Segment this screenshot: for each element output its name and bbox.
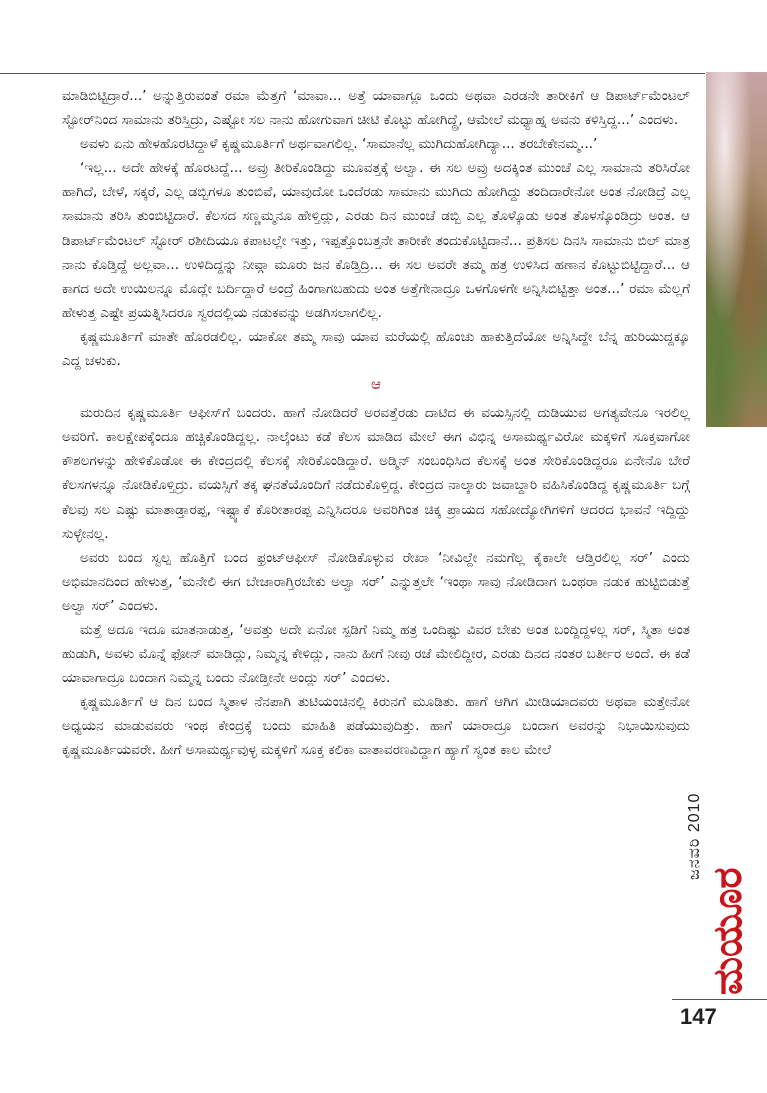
section-separator-ornament: ಆ: [371, 375, 381, 394]
page-number: 147: [680, 1004, 717, 1029]
issue-date: ಜನವರಿ 2010: [686, 792, 703, 880]
magazine-logo: ಮಯೂರ: [705, 867, 751, 995]
paragraph: ಅವರು ಬಂದ ಸ್ವಲ್ಪ ಹೊತ್ತಿಗೆ ಬಂದ ಫ್ರಂಟ್‌ಆಫೀಸ್ ನೋಡಿಕೊಳ್ಳುವ ರೇಖಾ ‘ನೀವಿಲ್ದೇ ನಮಗೆಲ್ಲ ಕೈಕಾಲೇ ಆಡ್ತಿರಲಿಲ್ಲ ಸರ್’ ಎಂದು ಅಭಿಮಾನದಿಂದ ಹೇಳುತ್ತ, ‘ಮನೇಲಿ ಈಗ ಬೇಜಾರಾಗ್ತಿರಬೇಕು ಅಲ್ವಾ ಸರ್’ ಎನ್ನುತ್ತಲೇ ‘ಇಂಥಾ ಸಾವು ನೋಡಿದಾಗ ಒಂಥರಾ ನಡುಕ ಹುಟ್ಟಿಬಿಡುತ್ತೆ ಅಲ್ವಾ ಸರ್’ ಎಂದಳು.: [62, 549, 690, 614]
photo-strip-image: [706, 72, 767, 427]
article-body: [62, 84, 690, 763]
top-rule: [0, 73, 705, 74]
paragraph: ಕೃಷ್ಣಮೂರ್ತಿಗೆ ಮಾತೇ ಹೊರಡಲಿಲ್ಲ. ಯಾಕೋ ತಮ್ಮ ಸಾವು ಯಾವ ಮರೆಯಲ್ಲಿ ಹೊಂಚು ಹಾಕುತ್ತಿದೆಯೋ ಅನ್ನಿಸಿದ್ದೇ ಬೆನ್ನ ಹುರಿಯುದ್ದಕ್ಕೂ ಎದ್ದ ಚಳುಕು.: [62, 328, 690, 370]
paragraph: ಮಾಡಿಬಿಟ್ಟಿದ್ರಾರೆ...’ ಅನ್ನುತ್ತಿರುವಂತೆ ರಮಾ ಮೆತ್ತಗೆ ‘ಮಾವಾ... ಅತ್ತೆ ಯಾವಾಗ್ಲೂ ಒಂದು ಅಥವಾ ಎರಡನೇ ತಾರೀಕಿಗೆ ಆ ಡಿಪಾರ್ಟ್‌ಮೆಂಟಲ್ ಸ್ಟೋರ್‌ನಿಂದ ಸಾಮಾನು ತರಿಸ್ತಿದ್ರು, ಎಷ್ಟೋ ಸಲ ನಾನು ಹೋಗುವಾಗ ಚೀಟಿ ಕೊಟ್ಟು ಹೋಗಿದ್ದ್ರೆ, ಆಮೇಲೆ ಮಧ್ಯಾಹ್ನ ಅವನು ಕಳಿಸ್ತಿದ್ದ...’ ಎಂದಳು.: [62, 88, 690, 129]
paragraph: ಕೃಷ್ಣಮೂರ್ತಿಗೆ ಆ ದಿನ ಬಂದ ಸ್ಮಿತಾಳ ನೆನಪಾಗಿ ತುಟಿಯಂಚಿನಲ್ಲಿ ಕಿರುನಗೆ ಮೂಡಿತು. ಹಾಗೆ ಆಗಿಗ ಮೀಡಿಯಾದವರು ಅಥವಾ ಮತ್ತೇನೋ ಅಧ್ಯಯನ ಮಾಡುವವರು ಇಂಥ ಕೇಂದ್ರಕ್ಕೆ ಬಂದು ಮಾಹಿತಿ ಪಡೆಯುವುದಿತ್ತು. ಹಾಗೆ ಯಾರಾದ್ರೂ ಬಂದಾಗ ಅವರನ್ನು ನಿಭಾಯಿಸುವುದು ಕೃಷ್ಣಮೂರ್ತಿಯವರೇ. ಹೀಗೆ ಅಸಾಮರ್ಥ್ಯವುಳ್ಳ ಮಕ್ಕಳಿಗೆ ಸೂಕ್ತ ಕಲಿಕಾ ವಾತಾವರಣವಿದ್ದಾಗ ಹ್ಯಾಗೆ ಸ್ವಂತ ಕಾಲ ಮೇಲೆ: [62, 694, 690, 759]
paragraph: ಅವಳು ಏನು ಹೇಳಹೊರಟಿದ್ದಾಳೆ ಕೃಷ್ಣಮೂರ್ತಿಗೆ ಅರ್ಥವಾಗಲಿಲ್ಲ. ‘ಸಾಮಾನೆಲ್ಲ ಮುಗಿದುಹೋಗಿದ್ಯಾ... ತರಬೇಕೇನಮ್ಮ...’: [80, 136, 598, 153]
paragraph: ಮರುದಿನ ಕೃಷ್ಣಮೂರ್ತಿ ಆಫೀಸ್‌ಗೆ ಬಂದರು. ಹಾಗೆ ನೋಡಿದರೆ ಅರವತ್ತೆರಡು ದಾಟಿದ ಈ ವಯಸ್ಸಿನಲ್ಲಿ ದುಡಿಯುವ ಅಗತ್ಯವೇನೂ ಇರಲಿಲ್ಲ ಅವರಿಗೆ. ಕಾಲಕ್ಷೇಪಕ್ಕೆಂದೂ ಹಚ್ಚಿಕೊಂಡಿದ್ದಲ್ಲ. ನಾಲ್ಕೆಂಟು ಕಡೆ ಕೆಲಸ ಮಾಡಿದ ಮೇಲೆ ಈಗ ವಿಭಿನ್ನ ಅಸಾಮರ್ಥ್ಯವಿರೋ ಮಕ್ಕಳಿಗೆ ಸೂಕ್ತವಾಗೋ ಕೌಶಲಗಳನ್ನು ಹೇಳಿಕೊಡೋ ಈ ಕೇಂದ್ರದಲ್ಲಿ ಕೆಲಸಕ್ಕೆ ಸೇರಿಕೊಂಡಿದ್ದಾರೆ. ಅಡ್ಮಿನ್ ಸಂಬಂಧಿಸಿದ ಕೆಲಸಕ್ಕೆ ಅಂತ ಸೇರಿಕೊಂಡಿದ್ದರೂ ಏನೇನೊ ಬೇರೆ ಕೆಲಸಗಳನ್ನೂ ನೋಡಿಕೊಳ್ತಿದ್ರು. ವಯಸ್ಸಿಗೆ ತಕ್ಕ ಘನತೆಯೊಂದಿಗೆ ನಡೆದುಕೊಳ್ತಿದ್ದ. ಕೇಂದ್ರದ ನಾಲ್ಕಾರು ಜವಾಬ್ದಾರಿ ವಹಿಸಿಕೊಂಡಿದ್ದ ಕೃಷ್ಣಮೂರ್ತಿ ಬಗ್ಗೆ ಕೆಲವು ಸಲ ಎಷ್ಟು ಮಾತಾಡ್ತಾರಪ್ಪ, ಇಷ್ಟ್ಯಾಕೆ ಕೊರೀತಾರಪ್ಪ ಎನ್ನಿಸಿದರೂ ಅವರಿಗಿಂತ ಚಿಕ್ಕ ಪ್ರಾಯದ ಸಹೋದ್ಯೋಗಿಗಳಿಗೆ ಆದರದ ಭಾವನೆ ಇದ್ದಿದ್ದು ಸುಳ್ಳೇನಲ್ಲ.: [62, 405, 690, 542]
paragraph: ಮತ್ತೆ ಅದೂ ಇದೂ ಮಾತನಾಡುತ್ತ, ‘ಅವತ್ತು ಅದೇ ಏನೋ ಸ್ಪಡಿಗೆ ನಿಮ್ಮ ಹತ್ರ ಒಂದಿಷ್ಟು ವಿವರ ಬೇಕು ಅಂತ ಬಂದ್ದಿದ್ದಳಲ್ಲ ಸರ್, ಸ್ಮಿತಾ ಅಂತ ಹುಡುಗಿ, ಅವಳು ಮೊನ್ನೆ ಫೋನ್ ಮಾಡಿದ್ಲು, ನಿಮ್ಮನ್ನ ಕೇಳಿದ್ಲು, ನಾನು ಹೀಗೆ ನೀವು ರಜೆ ಮೇಲಿದ್ದೀರ, ಎರಡು ದಿನದ ನಂತರ ಬರ್ತೀರ ಅಂದೆ. ಈ ಕಡೆ ಯಾವಾಗಾದ್ರೂ ಬಂದಾಗ ನಿಮ್ಮನ್ನ ಬಂದು ನೋಡ್ತೀನೇ ಅಂದ್ಲು ಸರ್’ ಎಂದಳು.: [62, 621, 690, 687]
bottom-rule: [672, 999, 767, 1000]
paragraph: ‘ಇಲ್ಲ... ಅದೇ ಹೇಳಕ್ಕೆ ಹೊರಟದ್ದೆ... ಅವ್ರು ತೀರಿಕೊಂಡಿದ್ದು ಮೂವತ್ತಕ್ಕೆ ಅಲ್ವಾ. ಈ ಸಲ ಅವ್ರು ಅದಕ್ಕಿಂತ ಮುಂಚೆ ಎಲ್ಲ ಸಾಮಾನು ತರಿಸಿರೋ ಹಾಗಿದೆ, ಬೇಳೆ, ಸಕ್ಕರೆ, ಎಲ್ಲ ಡಬ್ಬಿಗಳೂ ತುಂಬಿವೆ, ಯಾವುದೋ ಒಂದೆರಡು ಸಾಮಾನು ಮುಗಿದು ಹೋಗಿದ್ದು ತಂದಿದಾರೇನೋ ಅಂತ ನೋಡಿದ್ರೆ ಎಲ್ಲ ಸಾಮಾನು ತರಿಸಿ ತುಂಬಿಟ್ಟಿದಾರೆ. ಕೆಲಸದ ಸಣ್ಣಮ್ಮನೂ ಹೇಳ್ತಿದ್ಲು, ಎರಡು ದಿನ ಮುಂಚೆ ಡಬ್ಬಿ ಎಲ್ಲ ತೊಳ್ಕೊಡು ಅಂತ ತೊಳಸ್ಕೊಂಡಿದ್ರು ಅಂತ. ಆ ಡಿಪಾರ್ಟ್‌ಮೆಂಟಲ್ ಸ್ಟೋರ್ ರಶೀದಿಯೂ ಕಪಾಟಲ್ಲೇ ಇತ್ತು, ಇಪ್ಪತ್ತೊಂಬತ್ತನೇ ತಾರೀಕೇ ತಂದುಕೊಟ್ಟಿದಾನೆ... ಪ್ರತಿಸಲ ದಿನಸಿ ಸಾಮಾನು ಬಿಲ್ ಮಾತ್ರ ನಾನು ಕೊಡ್ತಿದ್ದೆ ಅಲ್ಲವಾ... ಉಳಿದಿದ್ದನ್ನು ನೀವ್ಗಾ ಮೂರು ಜನ ಕೊಡ್ತಿದ್ರಿ... ಈ ಸಲ ಅವರೇ ತಮ್ಮ ಹತ್ರ ಉಳಿಸಿದ ಹಣಾನ ಕೊಟ್ಟುಬಿಟ್ಟಿದ್ದಾರೆ... ಆ ಕಾಗದ ಅದೇ ಉಯಿಲನ್ನೂ ಮೊದ್ಲೇ ಬರ್ದಿದ್ದಾರೆ ಅಂದ್ರೆ ಹಿಂಗಾಗಬಹುದು ಅಂತ ಅತ್ತೆಗೇನಾದ್ರೂ ಒಳಗೊಳಗೇ ಅನ್ನಿಸಿಬಿಟ್ಟಿತ್ತಾ ಅಂತ...’ ರಮಾ ಮೆಲ್ಲಗೆ ಹೇಳುತ್ತ ಎಷ್ಟೇ ಪ್ರಯತ್ನಿಸಿದರೂ ಸ್ವರದಲ್ಲಿಯ ನಡುಕವನ್ನು ಅಡಗಿಸಲಾಗಲಿಲ್ಲ.: [62, 160, 690, 321]
